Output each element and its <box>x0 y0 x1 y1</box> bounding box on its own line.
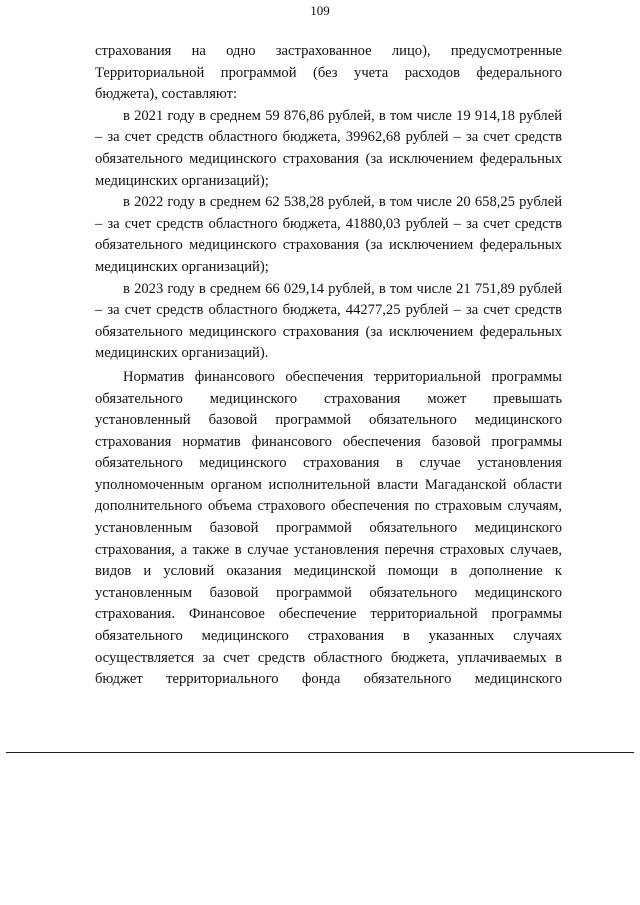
page-bottom-divider <box>6 752 634 753</box>
paragraph-year-2021: в 2021 году в среднем 59 876,86 рублей, в том числе 19 914,18 рублей – за счет средств областного бюджета, 39962,68 рублей – за счет средств обязательного медицинского страхования (за исключением федеральных медицинских организаций); <box>95 107 562 189</box>
paragraph-year-2023: в 2023 году в среднем 66 029,14 рублей, в том числе 21 751,89 рублей – за счет средств областного бюджета, 44277,25 рублей – за счет средств обязательного медицинского страхования (за исключением федеральных медицинских организаций). <box>95 280 562 362</box>
document-body <box>95 41 562 691</box>
paragraph-financing-norm: Норматив финансового обеспечения территориальной программы обязательного медицинского страхования может превышать установленный базовой программой обязательного медицинского страхования норматив финансового обеспечения базовой программы обязательного медицинского страхования в случае установления уполномоченным органом исполнительной власти Магаданской области дополнительного объема страхового обеспечения по страховым случаям, установленным базовой программой обязательного медицинского страхования, а также в случае установления перечня страховых случаев, видов и условий оказания медицинской помощи в дополнение к установленным базовой программой обязательного медицинского страхования. Финансовое обеспечение территориальной программы обязательного медицинского страхования в указанных случаях осуществляется за счет средств областного бюджета, уплачиваемых в бюджет территориального фонда обязательного медицинского <box>95 368 562 688</box>
paragraph-year-2022: в 2022 году в среднем 62 538,28 рублей, в том числе 20 658,25 рублей – за счет средств областного бюджета, 41880,03 рублей – за счет средств обязательного медицинского страхования (за исключением федеральных медицинских организаций); <box>95 194 562 275</box>
page-number: 109 <box>310 3 330 18</box>
paragraph-premium-intro: страхования на одно застрахованное лицо), предусмотренные Территориальной программой (без учета расходов федерального бюджета), составляют: <box>95 43 562 103</box>
